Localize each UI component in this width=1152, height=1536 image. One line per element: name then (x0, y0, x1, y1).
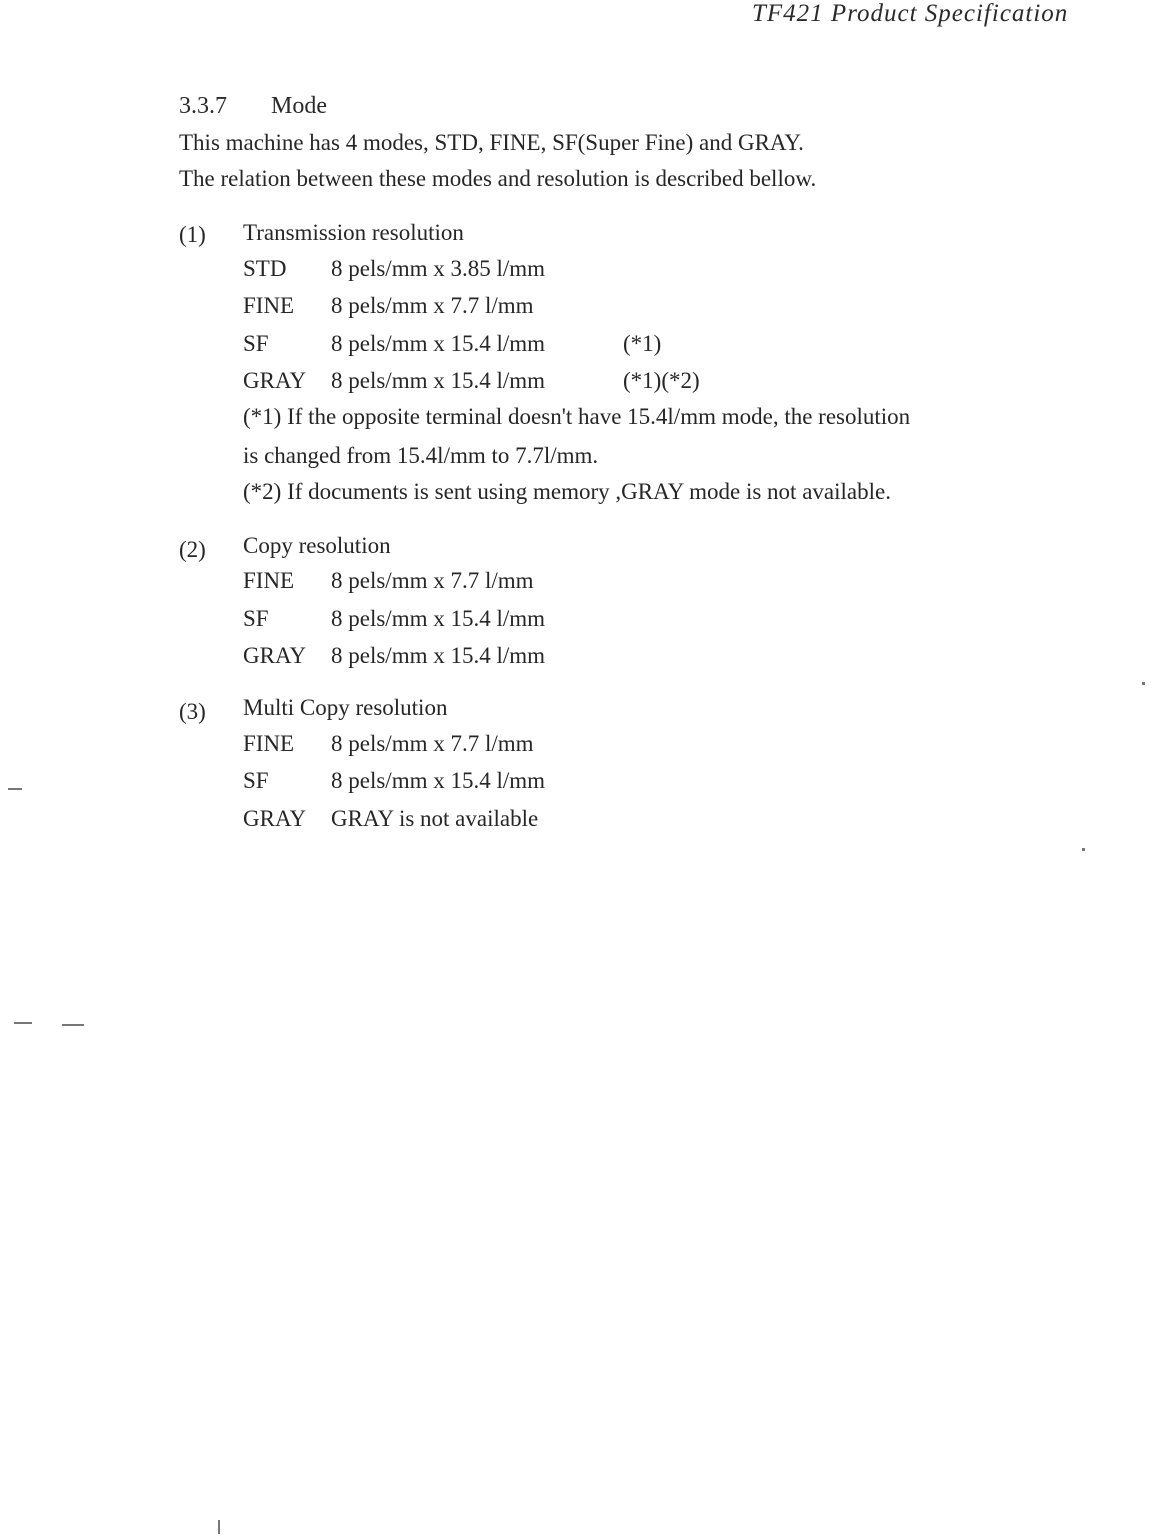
resolution-value: 8 pels/mm x 7.7 l/mm (331, 731, 534, 756)
resolution-row (243, 331, 661, 357)
section-title: Mode (271, 93, 327, 119)
resolution-value: 8 pels/mm x 7.7 l/mm (331, 568, 534, 593)
mode-label: STD (243, 256, 287, 281)
item-number: (3) (179, 699, 206, 724)
scan-speck (62, 1024, 84, 1026)
section-number: 3.3.7 (179, 93, 227, 119)
resolution-row (243, 806, 623, 832)
resolution-row (243, 768, 623, 794)
footnote: (*1) If the opposite terminal doesn't have 15.4l/mm mode, the resolution (243, 404, 911, 429)
mode-label: GRAY (243, 643, 307, 668)
item-number: (1) (179, 222, 206, 247)
mode-label: SF (243, 606, 269, 631)
resolution-value: 8 pels/mm x 7.7 l/mm (331, 293, 534, 318)
mode-label: SF (243, 331, 269, 356)
resolution-row (243, 643, 623, 669)
intro-line: The relation between these modes and resolution is described bellow. (179, 166, 817, 191)
resolution-value: 8 pels/mm x 15.4 l/mm (331, 768, 546, 793)
resolution-row (243, 606, 623, 632)
resolution-row (243, 256, 623, 282)
row-note: (*1) (623, 331, 662, 356)
item-title: Multi Copy resolution (243, 695, 448, 720)
item-number: (2) (179, 537, 206, 562)
footnote: (*2) If documents is sent using memory ,GRAY mode is not available. (243, 479, 891, 504)
item-title: Transmission resolution (243, 220, 464, 245)
mode-label: GRAY (243, 368, 307, 393)
resolution-row (243, 368, 700, 394)
scan-speck (14, 1022, 32, 1024)
resolution-value: 8 pels/mm x 15.4 l/mm (331, 368, 546, 393)
section-heading (179, 93, 327, 120)
scan-speck (8, 788, 22, 790)
resolution-value: 8 pels/mm x 15.4 l/mm (331, 331, 546, 356)
page-header: TF421 Product Specification (752, 0, 1069, 27)
resolution-value: 8 pels/mm x 15.4 l/mm (331, 643, 546, 668)
footnote: is changed from 15.4l/mm to 7.7l/mm. (243, 443, 599, 468)
row-note: (*1)(*2) (623, 368, 700, 393)
item-title: Copy resolution (243, 533, 391, 558)
scan-speck (1082, 848, 1085, 851)
resolution-value: 8 pels/mm x 3.85 l/mm (331, 256, 546, 281)
intro-line: This machine has 4 modes, STD, FINE, SF(Super Fine) and GRAY. (179, 130, 804, 155)
mode-label: FINE (243, 293, 295, 318)
mode-label: SF (243, 768, 269, 793)
mode-label: GRAY (243, 806, 307, 831)
scan-speck (1142, 682, 1145, 685)
scan-speck (218, 1520, 220, 1534)
mode-label: FINE (243, 568, 295, 593)
mode-label: FINE (243, 731, 295, 756)
resolution-row (243, 293, 623, 319)
resolution-row (243, 568, 623, 594)
resolution-row (243, 731, 623, 757)
resolution-value: GRAY is not available (331, 806, 539, 831)
resolution-value: 8 pels/mm x 15.4 l/mm (331, 606, 546, 631)
